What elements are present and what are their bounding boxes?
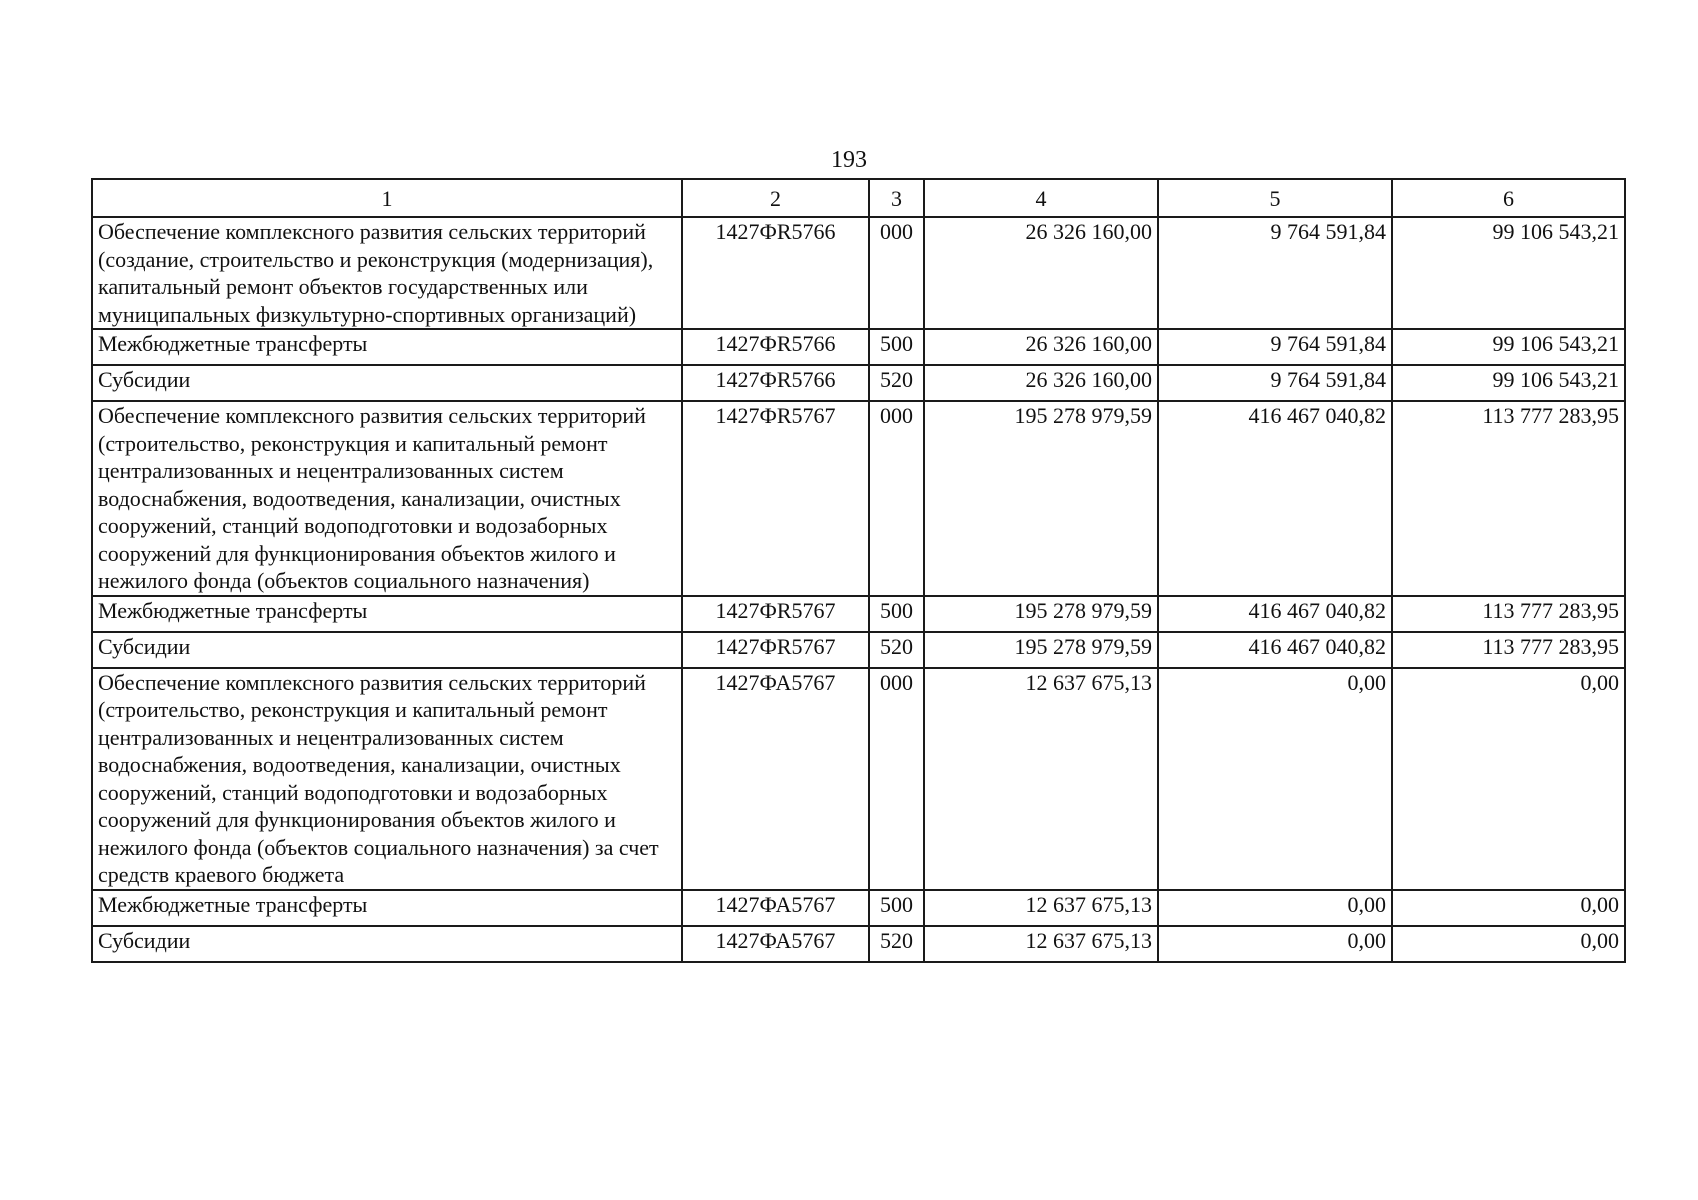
row-amount-col4: 195 278 979,59 — [924, 632, 1158, 668]
row-amount-col6: 0,00 — [1392, 668, 1625, 890]
row-expense-type: 000 — [869, 217, 924, 329]
row-expense-type: 520 — [869, 365, 924, 401]
row-amount-col6: 99 106 543,21 — [1392, 329, 1625, 365]
row-target-code: 1427ФR5767 — [682, 401, 869, 596]
table-row — [92, 217, 1625, 329]
row-expense-type: 000 — [869, 668, 924, 890]
row-name: Обеспечение комплексного развития сельских территорий (строительство, реконструкция и капитальный ремонт централизованных и нецентрализованных систем водоснабжения, водоотведения, канализации, очистных сооружений, станций водоподготовки и водозаборных сооружений для функционирования объектов жилого и нежилого фонда (объектов социального назначения) — [92, 401, 682, 596]
table-row — [92, 596, 1625, 632]
row-amount-col5: 416 467 040,82 — [1158, 596, 1392, 632]
row-name: Субсидии — [92, 926, 682, 962]
row-target-code: 1427ФА5767 — [682, 926, 869, 962]
row-amount-col6: 113 777 283,95 — [1392, 596, 1625, 632]
table-row — [92, 365, 1625, 401]
table-row — [92, 401, 1625, 596]
row-target-code: 1427ФА5767 — [682, 890, 869, 926]
row-amount-col5: 416 467 040,82 — [1158, 401, 1392, 596]
column-header-4: 4 — [924, 179, 1158, 217]
row-target-code: 1427ФR5766 — [682, 365, 869, 401]
row-amount-col5: 0,00 — [1158, 926, 1392, 962]
table-row — [92, 926, 1625, 962]
header-row — [92, 179, 1625, 217]
row-name: Межбюджетные трансферты — [92, 890, 682, 926]
row-name: Межбюджетные трансферты — [92, 329, 682, 365]
row-amount-col5: 0,00 — [1158, 890, 1392, 926]
row-amount-col5: 9 764 591,84 — [1158, 365, 1392, 401]
row-name: Субсидии — [92, 365, 682, 401]
row-target-code: 1427ФR5766 — [682, 217, 869, 329]
row-amount-col4: 195 278 979,59 — [924, 401, 1158, 596]
table-row — [92, 329, 1625, 365]
column-header-3: 3 — [869, 179, 924, 217]
row-amount-col4: 26 326 160,00 — [924, 217, 1158, 329]
row-expense-type: 520 — [869, 632, 924, 668]
row-name: Межбюджетные трансферты — [92, 596, 682, 632]
row-amount-col6: 0,00 — [1392, 890, 1625, 926]
row-amount-col4: 12 637 675,13 — [924, 668, 1158, 890]
row-amount-col5: 9 764 591,84 — [1158, 329, 1392, 365]
page-number: 193 — [831, 147, 867, 173]
table-row — [92, 668, 1625, 890]
row-expense-type: 520 — [869, 926, 924, 962]
row-name: Субсидии — [92, 632, 682, 668]
row-name: Обеспечение комплексного развития сельских территорий (создание, строительство и реконструкция (модернизация), капитальный ремонт объектов государственных или муниципальных физкультурно-спортивных организаций) — [92, 217, 682, 329]
row-expense-type: 000 — [869, 401, 924, 596]
row-amount-col6: 113 777 283,95 — [1392, 401, 1625, 596]
row-expense-type: 500 — [869, 596, 924, 632]
row-amount-col6: 113 777 283,95 — [1392, 632, 1625, 668]
row-target-code: 1427ФА5767 — [682, 668, 869, 890]
row-amount-col4: 26 326 160,00 — [924, 365, 1158, 401]
row-amount-col5: 416 467 040,82 — [1158, 632, 1392, 668]
row-amount-col5: 0,00 — [1158, 668, 1392, 890]
row-amount-col4: 195 278 979,59 — [924, 596, 1158, 632]
column-header-6: 6 — [1392, 179, 1625, 217]
row-expense-type: 500 — [869, 329, 924, 365]
row-name: Обеспечение комплексного развития сельских территорий (строительство, реконструкция и капитальный ремонт централизованных и нецентрализованных систем водоснабжения, водоотведения, канализации, очистных сооружений, станций водоподготовки и водозаборных сооружений для функционирования объектов жилого и нежилого фонда (объектов социального назначения) за счет средств краевого бюджета — [92, 668, 682, 890]
row-amount-col6: 99 106 543,21 — [1392, 217, 1625, 329]
row-amount-col5: 9 764 591,84 — [1158, 217, 1392, 329]
row-target-code: 1427ФR5766 — [682, 329, 869, 365]
table-row — [92, 890, 1625, 926]
row-amount-col4: 26 326 160,00 — [924, 329, 1158, 365]
row-target-code: 1427ФR5767 — [682, 596, 869, 632]
row-amount-col4: 12 637 675,13 — [924, 890, 1158, 926]
budget-table — [91, 178, 1626, 963]
row-amount-col4: 12 637 675,13 — [924, 926, 1158, 962]
row-amount-col6: 0,00 — [1392, 926, 1625, 962]
row-amount-col6: 99 106 543,21 — [1392, 365, 1625, 401]
column-header-2: 2 — [682, 179, 869, 217]
column-header-5: 5 — [1158, 179, 1392, 217]
row-target-code: 1427ФR5767 — [682, 632, 869, 668]
table-row — [92, 632, 1625, 668]
column-header-1: 1 — [92, 179, 682, 217]
row-expense-type: 500 — [869, 890, 924, 926]
